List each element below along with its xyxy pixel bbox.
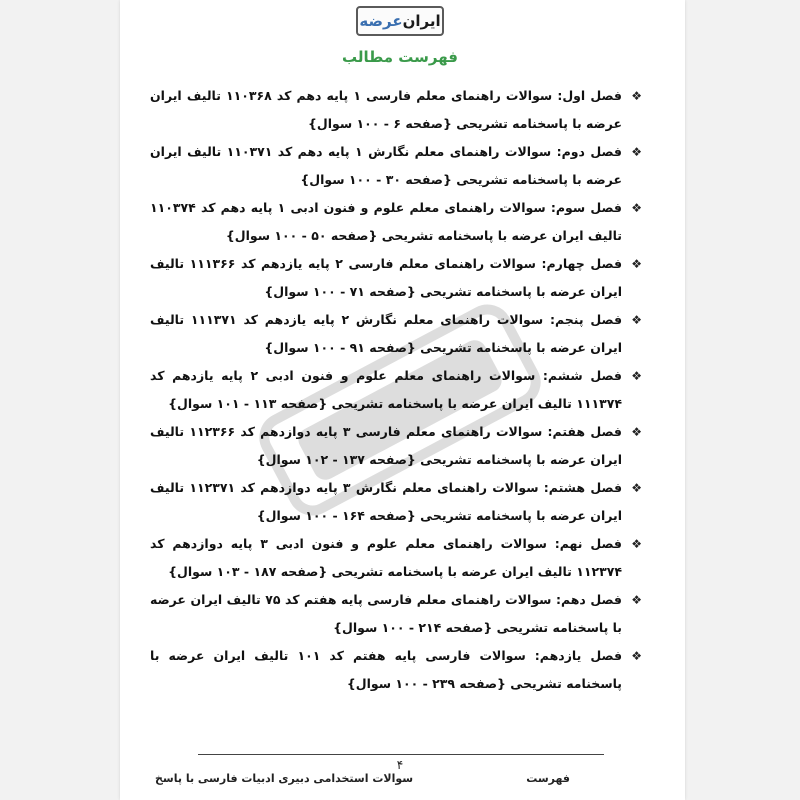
logo xyxy=(356,6,444,36)
toc-item xyxy=(150,306,642,362)
diamond-bullet-icon: ❖ xyxy=(631,481,642,495)
toc-item xyxy=(150,530,642,586)
toc-item-text: فصل پنجم: سوالات راهنمای معلم نگارش ۲ پایه یازدهم کد ۱۱۱۳۷۱ تالیف ایران عرضه با پاسخنامه تشریحی {صفحه ۹۱ - ۱۰۰ سوال} xyxy=(150,312,623,355)
diamond-bullet-icon: ❖ xyxy=(631,425,642,439)
toc-item-text: فصل نهم: سوالات راهنمای معلم علوم و فنون ادبی ۳ پایه دوازدهم کد ۱۱۲۳۷۴ تالیف ایران عرضه با پاسخنامه تشریحی {صفحه ۱۸۷ - ۱۰۳ سوال} xyxy=(150,536,622,579)
diamond-bullet-icon: ❖ xyxy=(631,369,642,383)
toc-item xyxy=(150,418,642,474)
toc-item-text: فصل یازدهم: سوالات فارسی پایه هفتم کد ۱۰۱ تالیف ایران عرضه با پاسخنامه تشریحی {صفحه ۲۳۹ - ۱۰۰ سوال} xyxy=(150,648,623,691)
diamond-bullet-icon: ❖ xyxy=(631,89,642,103)
page-number: ۴ xyxy=(396,758,404,772)
toc-item-text: فصل ششم: سوالات راهنمای معلم علوم و فنون ادبی ۲ پایه یازدهم کد ۱۱۱۳۷۴ تالیف ایران عرضه با پاسخنامه تشریحی {صفحه ۱۱۳ - ۱۰۱ سوال} xyxy=(150,368,622,411)
diamond-bullet-icon: ❖ xyxy=(631,313,642,327)
toc-item-text: فصل هفتم: سوالات راهنمای معلم فارسی ۳ پایه دوازدهم کد ۱۱۲۳۶۶ تالیف ایران عرضه با پاسخنامه تشریحی {صفحه ۱۳۷ - ۱۰۲ سوال} xyxy=(150,424,622,467)
footer-divider xyxy=(198,754,604,755)
diamond-bullet-icon: ❖ xyxy=(631,537,642,551)
toc-list xyxy=(150,82,642,698)
toc-item xyxy=(150,474,642,530)
toc-item xyxy=(150,138,642,194)
diamond-bullet-icon: ❖ xyxy=(631,145,642,159)
toc-item-text: فصل دوم: سوالات راهنمای معلم نگارش ۱ پایه دهم کد ۱۱۰۳۷۱ تالیف ایران عرضه با پاسخنامه تشریحی {صفحه ۳۰ - ۱۰۰ سوال} xyxy=(150,144,622,187)
toc-item-text: فصل چهارم: سوالات راهنمای معلم فارسی ۲ پایه یازدهم کد ۱۱۱۳۶۶ تالیف ایران عرضه با پاسخنامه تشریحی {صفحه ۷۱ - ۱۰۰ سوال} xyxy=(150,256,623,299)
logo-accent-text: عرضه xyxy=(359,12,403,30)
footer-book-title: سوالات استخدامی دبیری ادبیات فارسی با پاسخ xyxy=(155,772,414,785)
footer-section-label: فهرست xyxy=(526,772,570,785)
diamond-bullet-icon: ❖ xyxy=(631,649,642,663)
toc-item xyxy=(150,82,642,138)
toc-item-text: فصل اول: سوالات راهنمای معلم فارسی ۱ پایه دهم کد ۱۱۰۳۶۸ تالیف ایران عرضه با پاسخنامه تشریحی {صفحه ۶ - ۱۰۰ سوال} xyxy=(150,88,622,131)
toc-item xyxy=(150,362,642,418)
logo-text: ایران xyxy=(402,12,441,30)
toc-item-text: فصل دهم: سوالات راهنمای معلم فارسی پایه هفتم کد ۷۵ تالیف ایران عرضه با پاسخنامه تشریحی {صفحه ۲۱۴ - ۱۰۰ سوال} xyxy=(150,592,622,635)
toc-item xyxy=(150,642,642,698)
toc-title: فهرست مطالب xyxy=(342,48,458,66)
toc-item xyxy=(150,194,642,250)
diamond-bullet-icon: ❖ xyxy=(631,593,642,607)
toc-item-text: فصل سوم: سوالات راهنمای معلم علوم و فنون ادبی ۱ پایه دهم کد ۱۱۰۳۷۴ تالیف ایران عرضه با پاسخنامه تشریحی {صفحه ۵۰ - ۱۰۰ سوال} xyxy=(150,200,622,243)
diamond-bullet-icon: ❖ xyxy=(631,201,642,215)
toc-item-text: فصل هشتم: سوالات راهنمای معلم نگارش ۳ پایه دوازدهم کد ۱۱۲۳۷۱ تالیف ایران عرضه با پاسخنامه تشریحی {صفحه ۱۶۴ - ۱۰۰ سوال} xyxy=(150,480,623,523)
toc-item xyxy=(150,586,642,642)
toc-item xyxy=(150,250,642,306)
diamond-bullet-icon: ❖ xyxy=(631,257,642,271)
